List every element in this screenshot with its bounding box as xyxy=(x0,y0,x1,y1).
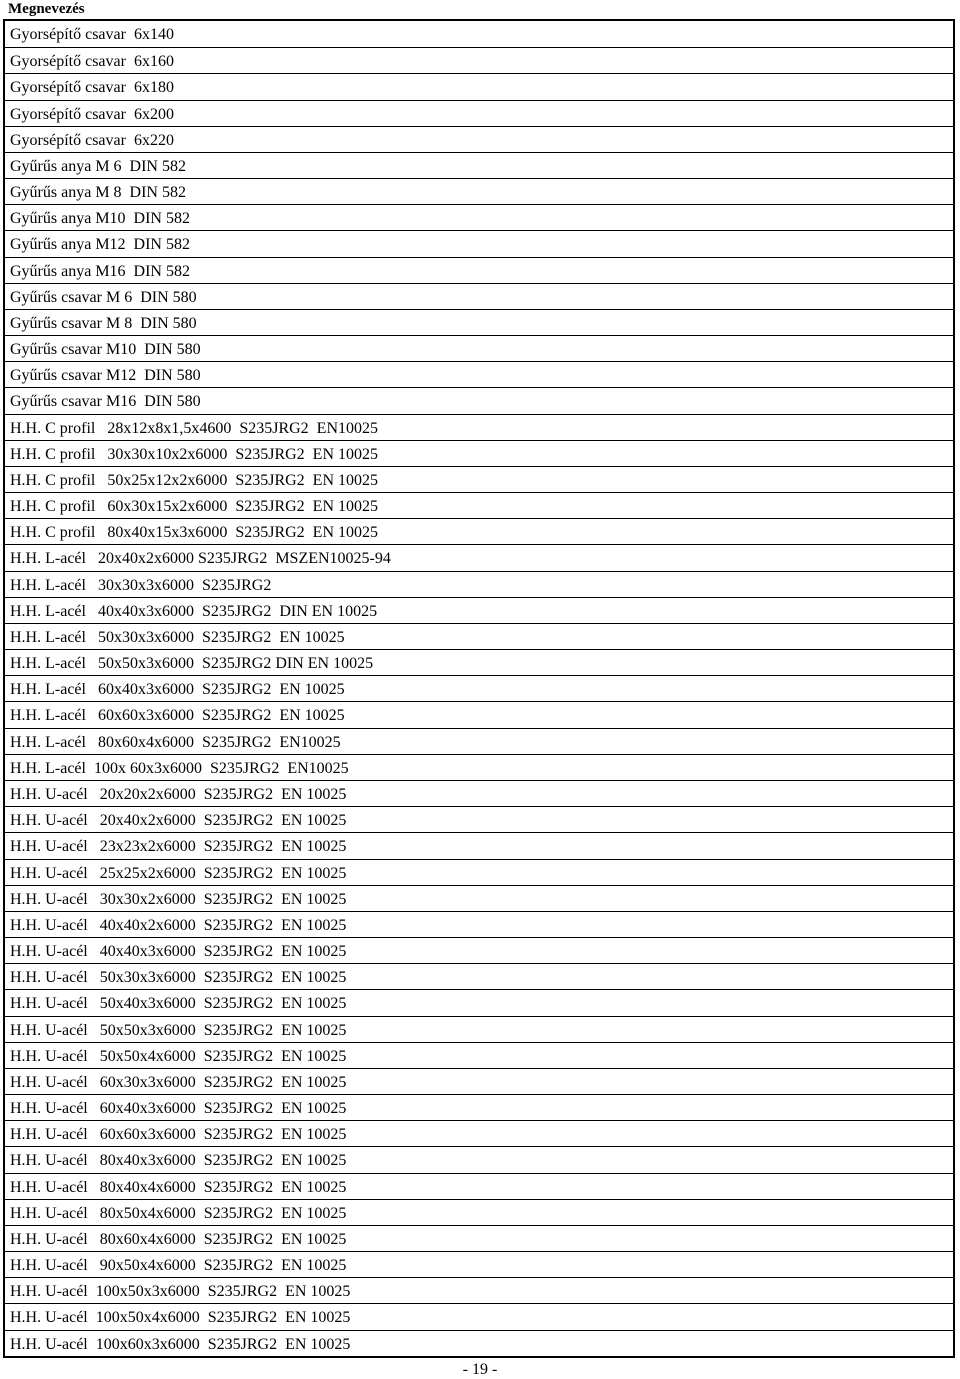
table-row: H.H. U-acél 60x60x3x6000 S235JRG2 EN 10025 xyxy=(5,1120,953,1146)
table-row: H.H. C profil 28x12x8x1,5x4600 S235JRG2 EN10025 xyxy=(5,414,953,440)
table-row: H.H. U-acél 20x20x2x6000 S235JRG2 EN 10025 xyxy=(5,780,953,806)
table-row: H.H. U-acél 30x30x2x6000 S235JRG2 EN 10025 xyxy=(5,885,953,911)
table-row: Gyorsépítő csavar 6x200 xyxy=(5,100,953,126)
table-row: Gyűrűs csavar M16 DIN 580 xyxy=(5,387,953,413)
table-row: H.H. U-acél 20x40x2x6000 S235JRG2 EN 10025 xyxy=(5,806,953,832)
table-row: H.H. L-acél 40x40x3x6000 S235JRG2 DIN EN 10025 xyxy=(5,597,953,623)
table-row: H.H. C profil 50x25x12x2x6000 S235JRG2 EN 10025 xyxy=(5,466,953,492)
table-row: H.H. U-acél 50x50x4x6000 S235JRG2 EN 10025 xyxy=(5,1042,953,1068)
table-row: H.H. L-acél 60x40x3x6000 S235JRG2 EN 10025 xyxy=(5,675,953,701)
table-row: H.H. U-acél 40x40x2x6000 S235JRG2 EN 10025 xyxy=(5,911,953,937)
table-row: Gyűrűs anya M 6 DIN 582 xyxy=(5,152,953,178)
page-number: - 19 - xyxy=(462,1361,498,1378)
table-row: H.H. U-acél 40x40x3x6000 S235JRG2 EN 10025 xyxy=(5,937,953,963)
table-row: H.H. U-acél 80x50x4x6000 S235JRG2 EN 10025 xyxy=(5,1199,953,1225)
table-row: Gyűrűs csavar M 8 DIN 580 xyxy=(5,309,953,335)
table-row: H.H. U-acél 80x40x4x6000 S235JRG2 EN 10025 xyxy=(5,1173,953,1199)
table-row: H.H. L-acél 50x50x3x6000 S235JRG2 DIN EN 10025 xyxy=(5,649,953,675)
item-table xyxy=(3,19,955,1358)
table-row: H.H. U-acél 90x50x4x6000 S235JRG2 EN 10025 xyxy=(5,1251,953,1277)
table-row: H.H. U-acél 50x40x3x6000 S235JRG2 EN 10025 xyxy=(5,989,953,1015)
table-row: H.H. L-acél 20x40x2x6000 S235JRG2 MSZEN10025-94 xyxy=(5,544,953,570)
table-row: H.H. L-acél 30x30x3x6000 S235JRG2 xyxy=(5,571,953,597)
table-row: H.H. L-acél 100x 60x3x6000 S235JRG2 EN10025 xyxy=(5,754,953,780)
table-row: H.H. C profil 60x30x15x2x6000 S235JRG2 EN 10025 xyxy=(5,492,953,518)
table-row: Gyűrűs anya M 8 DIN 582 xyxy=(5,178,953,204)
table-row: Gyűrűs anya M12 DIN 582 xyxy=(5,230,953,256)
table-row: H.H. U-acél 25x25x2x6000 S235JRG2 EN 10025 xyxy=(5,859,953,885)
table-row: H.H. U-acél 80x60x4x6000 S235JRG2 EN 10025 xyxy=(5,1225,953,1251)
table-row: H.H. U-acél 60x40x3x6000 S235JRG2 EN 10025 xyxy=(5,1094,953,1120)
table-row: Gyűrűs csavar M 6 DIN 580 xyxy=(5,283,953,309)
table-row: Gyűrűs csavar M12 DIN 580 xyxy=(5,361,953,387)
table-row: H.H. U-acél 23x23x2x6000 S235JRG2 EN 10025 xyxy=(5,832,953,858)
table-row: H.H. L-acél 60x60x3x6000 S235JRG2 EN 10025 xyxy=(5,701,953,727)
table-row: Gyűrűs csavar M10 DIN 580 xyxy=(5,335,953,361)
table-row: Gyorsépítő csavar 6x140 xyxy=(10,26,174,43)
table-row: H.H. C profil 30x30x10x2x6000 S235JRG2 EN 10025 xyxy=(5,440,953,466)
table-row: H.H. U-acél 50x50x3x6000 S235JRG2 EN 10025 xyxy=(5,1016,953,1042)
column-header-megnevezes: Megnevezés xyxy=(8,1,85,17)
table-row: H.H. C profil 80x40x15x3x6000 S235JRG2 EN 10025 xyxy=(5,518,953,544)
table-row: H.H. U-acél 50x30x3x6000 S235JRG2 EN 10025 xyxy=(5,963,953,989)
table-row: Gyűrűs anya M16 DIN 582 xyxy=(5,257,953,283)
table-row: H.H. U-acél 100x60x3x6000 S235JRG2 EN 10025 xyxy=(5,1330,953,1356)
table-row: Gyorsépítő csavar 6x220 xyxy=(5,126,953,152)
table-row: H.H. L-acél 80x60x4x6000 S235JRG2 EN10025 xyxy=(5,728,953,754)
table-row: Gyorsépítő csavar 6x160 xyxy=(5,47,953,73)
table-row: Gyűrűs anya M10 DIN 582 xyxy=(5,204,953,230)
table-row: H.H. U-acél 100x50x3x6000 S235JRG2 EN 10025 xyxy=(5,1277,953,1303)
table-row: H.H. U-acél 60x30x3x6000 S235JRG2 EN 10025 xyxy=(5,1068,953,1094)
table-row: H.H. L-acél 50x30x3x6000 S235JRG2 EN 10025 xyxy=(5,623,953,649)
table-row: H.H. U-acél 80x40x3x6000 S235JRG2 EN 10025 xyxy=(5,1146,953,1172)
table-row: Gyorsépítő csavar 6x180 xyxy=(5,73,953,99)
table-row: H.H. U-acél 100x50x4x6000 S235JRG2 EN 10025 xyxy=(5,1303,953,1329)
